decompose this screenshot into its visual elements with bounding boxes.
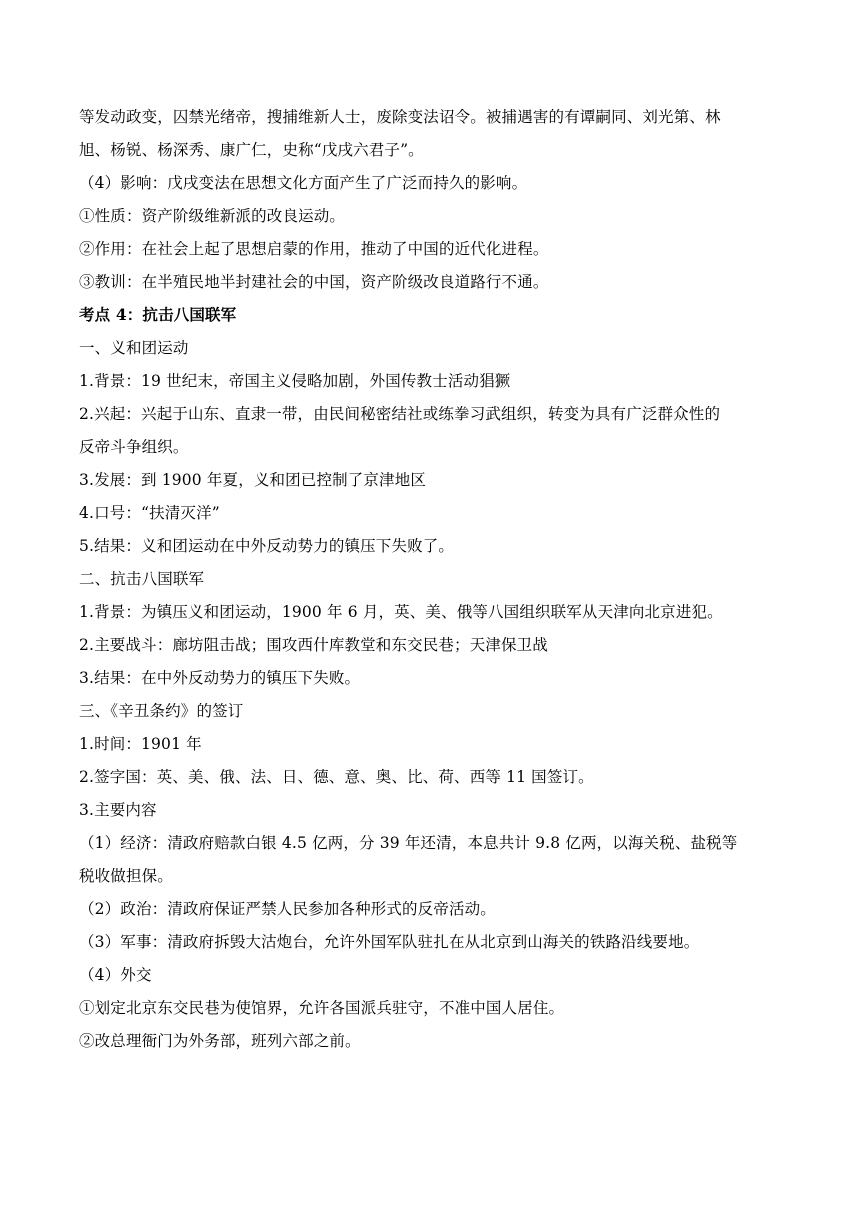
subsection-heading: 三、《辛丑条约》的签订 bbox=[79, 702, 244, 720]
paragraph-line: （2）政治：清政府保证严禁人民参加各种形式的反帝活动。 bbox=[79, 900, 496, 918]
paragraph-line: （4）影响：戊戌变法在思想文化方面产生了广泛而持久的影响。 bbox=[79, 174, 528, 192]
paragraph-line: 2.兴起：兴起于山东、直隶一带，由民间秘密结社或练拳习武组织，转变为具有广泛群众性的 bbox=[79, 405, 721, 423]
paragraph-line: 4.口号：“扶清灭洋” bbox=[79, 504, 220, 522]
paragraph-line: 1.时间：1901 年 bbox=[79, 735, 202, 753]
paragraph-line: 3.结果：在中外反动势力的镇压下失败。 bbox=[79, 669, 361, 687]
section-heading: 考点 4：抗击八国联军 bbox=[79, 305, 237, 324]
subsection-heading: 一、义和团运动 bbox=[79, 339, 189, 357]
document-body bbox=[79, 107, 785, 1064]
paragraph-line: ②作用：在社会上起了思想启蒙的作用，推动了中国的近代化进程。 bbox=[79, 240, 549, 258]
paragraph-line: ②改总理衙门为外务部，班列六部之前。 bbox=[79, 1032, 361, 1050]
paragraph-line: （4）外交 bbox=[79, 966, 152, 984]
paragraph-line: 5.结果：义和团运动在中外反动势力的镇压下失败了。 bbox=[79, 537, 455, 555]
paragraph-line: 等发动政变，囚禁光绪帝，搜捕维新人士，废除变法诏令。被捕遇害的有谭嗣同、刘光第、林 bbox=[79, 108, 721, 126]
paragraph-line: 2.主要战斗：廊坊阻击战；围攻西什库教堂和东交民巷；天津保卫战 bbox=[79, 636, 548, 654]
paragraph-line: 2.签字国：英、美、俄、法、日、德、意、奥、比、荷、西等 11 国签订。 bbox=[79, 768, 594, 786]
paragraph-line: 旭、杨锐、杨深秀、康广仁，史称“戊戌六君子”。 bbox=[79, 141, 424, 159]
paragraph-line: 反帝斗争组织。 bbox=[79, 438, 189, 456]
paragraph-line: （1）经济：清政府赔款白银 4.5 亿两，分 39 年还清，本息共计 9.8 亿两，以海关税、盐税等 bbox=[79, 834, 738, 852]
paragraph-line: 3.主要内容 bbox=[79, 801, 157, 819]
paragraph-line: 3.发展：到 1900 年夏，义和团已控制了京津地区 bbox=[79, 471, 426, 489]
subsection-heading: 二、抗击八国联军 bbox=[79, 570, 205, 588]
paragraph-line: 1.背景：19 世纪末，帝国主义侵略加剧，外国传教士活动猖獗 bbox=[79, 372, 511, 390]
paragraph-line: ①划定北京东交民巷为使馆界，允许各国派兵驻守，不准中国人居住。 bbox=[79, 999, 565, 1017]
paragraph-line: 1.背景：为镇压义和团运动，1900 年 6 月，英、美、俄等八国组织联军从天津向北京进犯。 bbox=[79, 603, 723, 621]
paragraph-line: ①性质：资产阶级维新派的改良运动。 bbox=[79, 207, 346, 225]
paragraph-line: 税收做担保。 bbox=[79, 867, 173, 885]
paragraph-line: （3）军事：清政府拆毁大沽炮台，允许外国军队驻扎在从北京到山海关的铁路沿线要地。 bbox=[79, 933, 700, 951]
paragraph-line: ③教训：在半殖民地半封建社会的中国，资产阶级改良道路行不通。 bbox=[79, 273, 549, 291]
